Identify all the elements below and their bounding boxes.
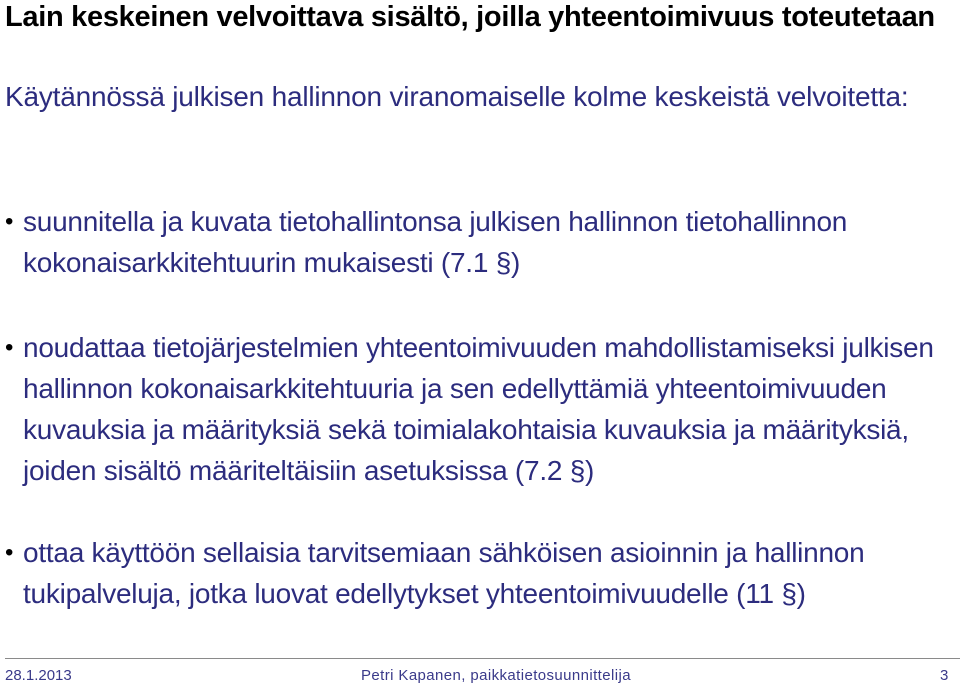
page-number: 3 [940,667,949,684]
section-sign: § [781,578,797,609]
slide-title: Lain keskeinen velvoittava sisältö, joilla yhteentoimivuus toteutetaan [5,1,935,33]
footer-divider [5,658,960,659]
bullet-icon: • [5,334,14,361]
bullet-text: suunnitella ja kuvata tietohallintonsa julkisen hallinnon tietohallinnon kokonaisarkkitehtuurin mukaisesti (7.1 §) [23,206,848,278]
footer-author: Petri Kapanen, paikkatietosuunnittelija [361,667,631,684]
bullet-item-1 [5,201,960,283]
section-sign: § [495,247,512,278]
bullet-item-2 [5,327,960,491]
section-sign: § [569,455,586,486]
bullet-icon: • [5,539,14,566]
footer-date: 28.1.2013 [5,667,72,684]
bullet-text: ottaa käyttöön sellaisia tarvitsemiaan sähköisen asioinnin ja hallinnon tukipalveluja, jotka luovat edellytykset yhteentoimivuudelle (11 §) [23,537,865,609]
intro-text: Käytännössä julkisen hallinnon viranomaiselle kolme keskeistä velvoitetta: [5,81,909,112]
bullet-item-3 [5,532,960,614]
bullet-icon: • [5,208,14,235]
bullet-text: noudattaa tietojärjestelmien yhteentoimivuuden mahdollistamiseksi julkisen hallinnon kokonaisarkkitehtuuria ja sen edellyttämiä yhteentoimivuuden kuvauksia ja määrityksiä sekä toimialakohtaisia kuvauksia ja määrityksiä, joiden sisältö määriteltäisiin asetuksissa (7.2 §) [23,332,934,486]
